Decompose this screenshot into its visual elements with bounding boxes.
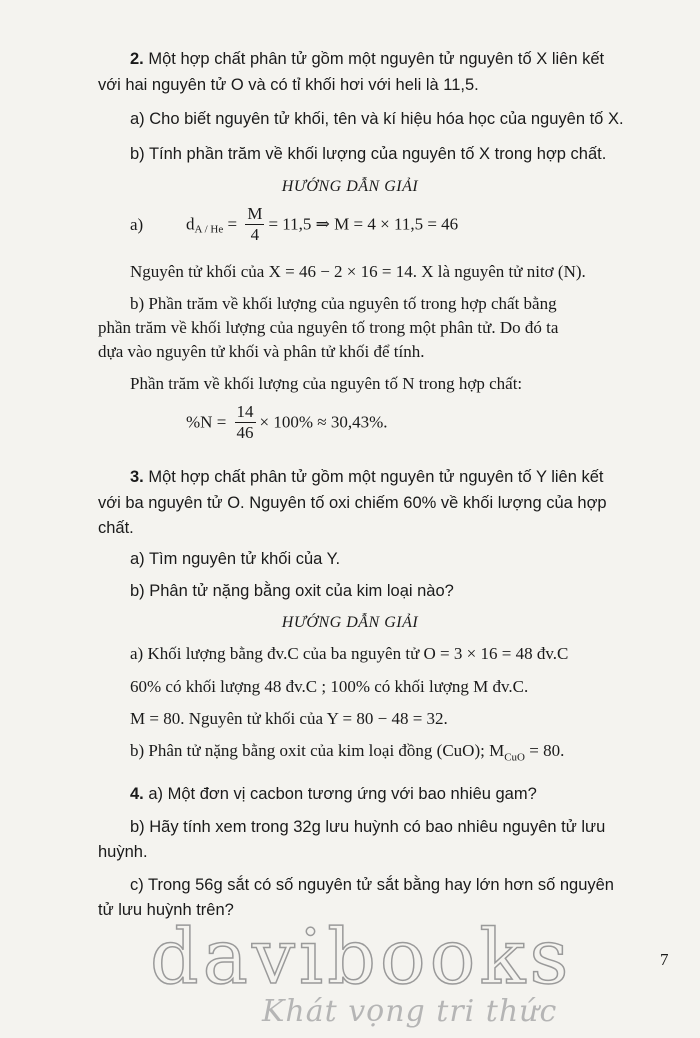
q3-solution-heading: HƯỚNG DẪN GIẢI xyxy=(281,614,419,631)
q2-solution-2a: b) Phần trăm về khối lượng của nguyên tố trong hợp chất bằng xyxy=(130,294,557,313)
q2-percent-fraction: $\frac{14}{46}$ xyxy=(236,402,254,442)
q3-solution-3: M = 80. Nguyên tử khối của Y = 80 − 48 = 32. xyxy=(130,709,448,728)
q4-part-a: 4. a) Một đơn vị cacbon tương ứng với bao nhiêu gam? xyxy=(130,785,537,803)
q4-part-b-line1: b) Hãy tính xem trong 32g lưu huỳnh có bao nhiêu nguyên tử lưu xyxy=(130,818,606,836)
q4-part-c-line1: c) Trong 56g sắt có số nguyên tử sắt bằng hay lớn hơn số nguyên xyxy=(130,876,614,894)
q2-part-b: b) Tính phần trăm về khối lượng của nguyên tố X trong hợp chất. xyxy=(130,145,607,163)
q3-line3: chất. xyxy=(98,519,134,537)
q3-part-a: a) Tìm nguyên tử khối của Y. xyxy=(130,550,341,568)
q2-part-a: a) Cho biết nguyên tử khối, tên và kí hiệu hóa học của nguyên tố X. xyxy=(130,110,624,128)
q4-part-b-line2: huỳnh. xyxy=(98,843,148,861)
q2-line1: 2. Một hợp chất phân tử gồm một nguyên tử nguyên tố X liên kết xyxy=(130,50,605,68)
q2-percent-equation: %N = $\frac{14}{46}$ × 100% ≈ 30,43%. xyxy=(186,402,388,442)
q3-solution-1: a) Khối lượng bằng đv.C của ba nguyên tử O = 3 × 16 = 48 đv.C xyxy=(130,644,569,663)
q3-line1: 3. Một hợp chất phân tử gồm một nguyên tử nguyên tố Y liên kết xyxy=(130,468,604,486)
watermark-logo: davibooks xyxy=(150,912,573,1001)
q2-solution-2b: phần trăm về khối lượng của nguyên tố trong một phân tử. Do đó ta xyxy=(98,318,559,337)
q4-part-c-line2: tử lưu huỳnh trên? xyxy=(98,901,234,919)
q2-solution-3: Phần trăm về khối lượng của nguyên tố N trong hợp chất: xyxy=(130,374,523,393)
q2-fraction: $\frac{M}{4}$ xyxy=(247,204,263,244)
page-number: 7 xyxy=(660,950,669,969)
q3-solution-2: 60% có khối lượng 48 đv.C ; 100% có khối lượng M đv.C. xyxy=(130,677,529,696)
q2-line2: với hai nguyên tử O và có tỉ khối hơi với heli là 11,5. xyxy=(98,76,479,94)
q2-solution-1: Nguyên tử khối của X = 46 − 2 × 16 = 14. X là nguyên tử nitơ (N). xyxy=(130,262,586,281)
q4-number: 4. xyxy=(130,785,144,803)
q2-number: 2. xyxy=(130,50,144,68)
q2-solution-2c: dựa vào nguyên tử khối và phân tử khối để tính. xyxy=(98,342,425,361)
watermark-slogan: Khát vọng tri thức xyxy=(262,994,558,1029)
q3-line2: với ba nguyên tử O. Nguyên tố oxi chiếm 60% về khối lượng của hợp xyxy=(98,494,607,512)
q3-number: 3. xyxy=(130,468,144,486)
q2-equation: a) $d_{A / He}$ = $\frac{M}{4}$ = 11,5 ⇒ M = 4 × 11,5 = 46 xyxy=(130,204,459,244)
q2-solution-heading: HƯỚNG DẪN GIẢI xyxy=(281,178,419,195)
q3-solution-4: b) Phân tử nặng bằng oxit của kim loại đồng (CuO); $M_{CuO} = 80$. xyxy=(130,741,565,764)
q3-part-b: b) Phân tử nặng bằng oxit của kim loại nào? xyxy=(130,582,454,600)
